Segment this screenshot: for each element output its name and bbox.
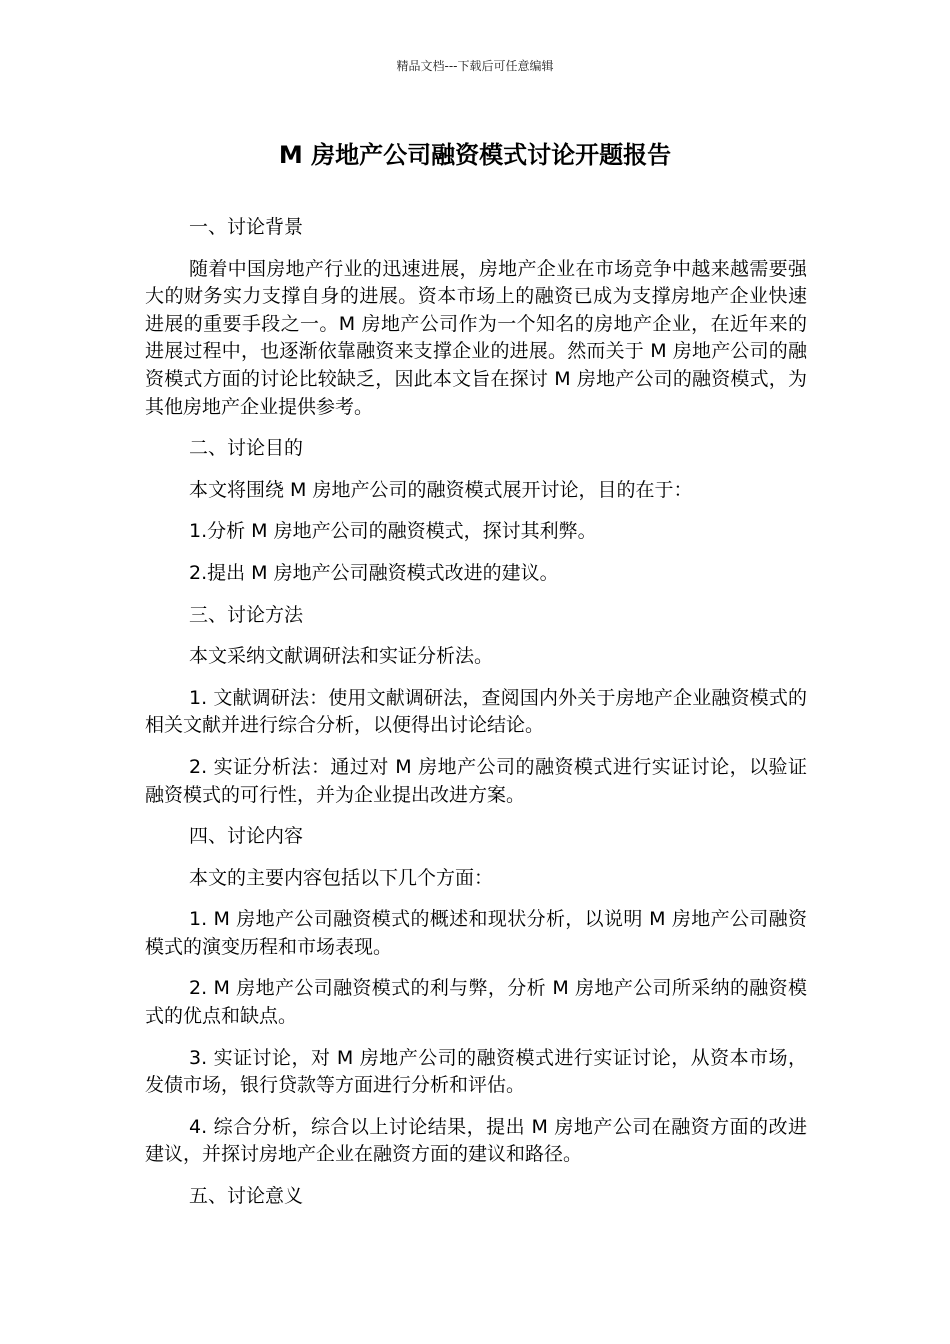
paragraph-content-item-4: 4. 综合分析，综合以上讨论结果，提出 M 房地产公司在融资方面的改进建议，并探讨房地产企业在融资方面的建议和路径。 — [145, 1115, 807, 1166]
paragraph-purpose-item-2: 2.提出 M 房地产公司融资模式改进的建议。 — [189, 561, 559, 584]
paragraph-purpose-intro: 本文将围绕 M 房地产公司的融资模式展开讨论，目的在于： — [189, 478, 693, 501]
paragraph-method-item-1: 1. 文献调研法：使用文献调研法，查阅国内外关于房地产企业融资模式的相关文献并进行综合分析，以便得出讨论结论。 — [145, 686, 807, 737]
paragraph-content-item-3: 3. 实证讨论，对 M 房地产公司的融资模式进行实证讨论，从资本市场，发债市场，银行贷款等方面进行分析和评估。 — [145, 1046, 807, 1097]
section-heading-significance: 五、讨论意义 — [189, 1185, 304, 1208]
section-heading-method: 三、讨论方法 — [189, 603, 304, 626]
paragraph-content-item-2: 2. M 房地产公司融资模式的利与弊，分析 M 房地产公司所采纳的融资模式的优点和缺点。 — [145, 977, 807, 1028]
paragraph-background: 随着中国房地产行业的迅速进展，房地产企业在市场竞争中越来越需要强大的财务实力支撑自身的进展。资本市场上的融资已成为支撑房地产企业快速进展的重要手段之一。M 房地产公司作为一个知名的房地产企业，在近年来的进展过程中，也逐渐依靠融资来支撑企业的进展。然而关于 M 房地产公司的融资模式方面的讨论比较缺乏，因此本文旨在探讨 M 房地产公司的融资模式，为其他房地产企业提供参考。 — [145, 257, 807, 418]
paragraph-purpose-item-1: 1.分析 M 房地产公司的融资模式，探讨其利弊。 — [189, 520, 597, 543]
section-heading-background: 一、讨论背景 — [189, 216, 304, 238]
paragraph-method-intro: 本文采纳文献调研法和实证分析法。 — [189, 645, 494, 668]
section-heading-purpose: 二、讨论目的 — [189, 437, 304, 460]
document-title: M 房地产公司融资模式讨论开题报告 — [278, 141, 672, 169]
paragraph-content-item-1: 1. M 房地产公司融资模式的概述和现状分析，以说明 M 房地产公司融资模式的演变历程和市场表现。 — [145, 908, 807, 958]
section-heading-content: 四、讨论内容 — [189, 825, 304, 848]
document-body — [145, 214, 807, 1225]
paragraph-content-intro: 本文的主要内容包括以下几个方面： — [189, 866, 494, 889]
paragraph-method-item-2: 2. 实证分析法：通过对 M 房地产公司的融资模式进行实证讨论，以验证融资模式的可行性，并为企业提出改进方案。 — [145, 755, 807, 806]
header-note: 精品文档---下载后可任意编辑 — [396, 59, 554, 73]
